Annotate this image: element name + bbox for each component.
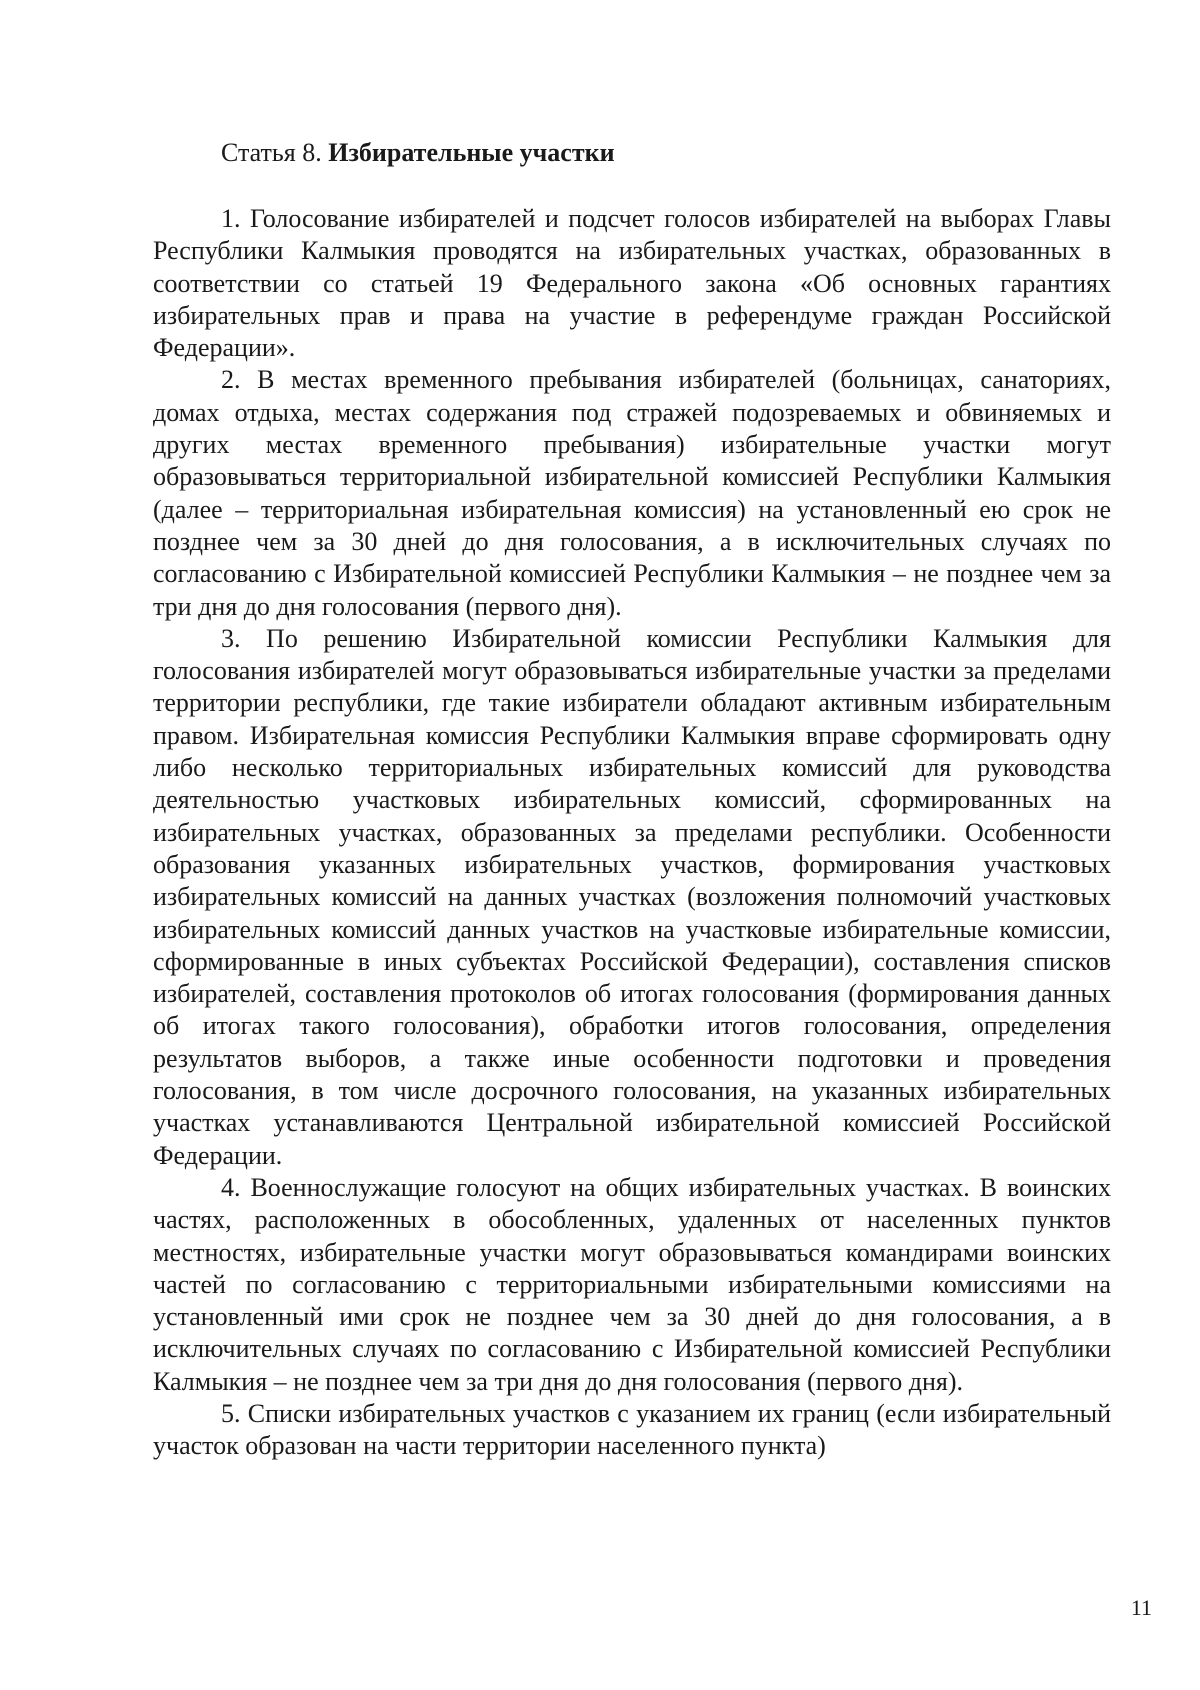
paragraph-5: 5. Списки избирательных участков с указанием их границ (если избирательный участок образован на части территории населенного пункта) [153,1398,1111,1461]
paragraph-3: 3. По решению Избирательной комиссии Республики Калмыкия для голосования избирателей могут образовываться избирательные участки за пределами территории республики, где такие избиратели обладают активным избирательным правом. Избирательная комиссия Республики Калмыкия вправе сформировать одну либо несколько территориальных избирательных комиссий для руководства деятельностью участковых избирательных комиссий, сформированных на избирательных участках, образованных за пределами республики. Особенности образования указанных избирательных участков, формирования участковых избирательных комиссий на данных участках (возложения полномочий участковых избирательных комиссий данных участков на участковые избирательные комиссии, сформированные в иных субъектах Российской Федерации), составления списков избирателей, составления протоколов об итогах голосования (формирования данных об итогах такого голосования), обработки итогов голосования, определения результатов выборов, а также иные особенности подготовки и проведения голосования, в том числе досрочного голосования, на указанных избирательных участках устанавливаются Центральной избирательной комиссией Российской Федерации. [153,623,1111,1170]
paragraph-2: 2. В местах временного пребывания избирателей (больницах, санаториях, домах отдыха, местах содержания под стражей подозреваемых и обвиняемых и других местах временного пребывания) избирательные участки могут образовываться территориальной избирательной комиссией Республики Калмыкия (далее – территориальная избирательная комиссия) на установленный ею срок не позднее чем за 30 дней до дня голосования, а в исключительных случаях по согласованию с Избирательной комиссией Республики Калмыкия – не позднее чем за три дня до дня голосования (первого дня). [153,365,1111,621]
article-title: Избирательные участки [328,138,615,167]
paragraph-1: 1. Голосование избирателей и подсчет голосов избирателей на выборах Главы Республики Калмыкия проводятся на избирательных участках, образованных в соответствии со статьей 19 Федерального закона «Об основных гарантиях избирательных прав и права на участие в референдуме граждан Российской Федерации». [153,204,1111,363]
article-heading [221,137,615,169]
page-number: 11 [1130,1595,1152,1620]
article-number: Статья 8. [221,138,329,167]
paragraph-4: 4. Военнослужащие голосуют на общих избирательных участках. В воинских частях, расположенных в обособленных, удаленных от населенных пунктов местностях, избирательные участки могут образовываться командирами воинских частей по согласованию с территориальными избирательными комиссиями на установленный ими срок не позднее чем за 30 дней до дня голосования, а в исключительных случаях по согласованию с Избирательной комиссией Республики Калмыкия – не позднее чем за три дня до дня голосования (первого дня). [153,1172,1111,1396]
article-body [153,203,1111,1463]
